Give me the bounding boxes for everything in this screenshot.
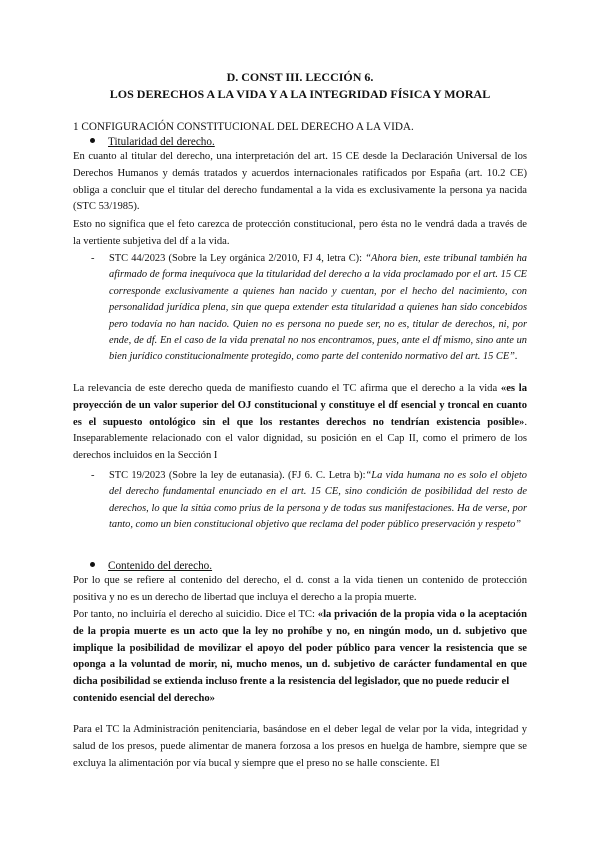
quote-text: “La vida humana no es solo el objeto del derecho fundamental enunciado en el art. 15 CE, sino condición de posibilidad del resto de derechos, lo que la sitúa como prius de la persona y de todas sus manifestaciones. Ha de verse, por tanto, como un bien constitucional objetivo que reclama del poder público preservación y respeto” [109,470,527,531]
bullet-label: Contenido del derecho. [108,560,213,572]
paragraph-feto: Esto no significa que el feto carezca de protección constitucional, pero ésta no le vendrá dada a través de la vertiente subjetiva del df a la vida. [73,219,527,247]
section-heading: 1 CONFIGURACIÓN CONSTITUCIONAL DEL DERECHO A LA VIDA. [73,121,414,133]
list-dash: - [91,470,95,481]
bullet-label: Titularidad del derecho. [108,136,215,148]
bullet-icon [90,138,95,143]
bullet-icon [90,562,95,567]
paragraph-relevancia [73,381,527,465]
quote-stc-44-2023 [91,251,527,366]
document-title-line-2: LOS DERECHOS A LA VIDA Y A LA INTEGRIDAD FÍSICA Y MORAL [109,87,491,101]
quote-body [109,251,527,366]
paragraph-bold-text-end: contenido esencial del derecho» [73,692,215,704]
bullet-contenido [90,559,212,573]
quote-reference: STC 44/2023 (Sobre la Ley orgánica 2/2010, FJ 4, letra C): [109,253,366,264]
paragraph-contenido: Por lo que se refiere al contenido del derecho, el d. const a la vida tienen un contenido de protección positiva y no es un derecho de libertad que incluya el derecho a la propia muerte. [73,575,527,603]
quote-reference: STC 19/2023 (Sobre la ley de eutanasia). (FJ 6. C. Letra b): [109,470,366,481]
paragraph-text-end: . Inseparablemente relacionado con el valor dignidad, su posición en el Cap II, como el primero de los derechos incluidos en la Sección I [73,416,527,462]
list-dash: - [91,253,95,264]
paragraph-text: Por tanto, no incluiría el derecho al suicidio. Dice el TC: [73,609,318,620]
bullet-titularidad [90,135,215,149]
paragraph-bold-text: «la privación de la propia vida o la aceptación de la propia muerte es un acto que la ley no prohíbe y no, en ningún modo, un d. subjetivo que implique la posibilidad de movilizar el apoyo del poder público para vencer la resistencia que se oponga a la voluntad de morir, ni, mucho menos, un d. subjetivo de carácter fundamental en que dicha posibilidad se extienda incluso frente a la resistencia del legislador, que no puede reducir el [73,609,527,688]
paragraph-text: La relevancia de este derecho queda de manifiesto cuando el TC afirma que el derecho a la vida [73,383,501,394]
quote-body [109,468,527,534]
paragraph-administracion: Para el TC la Administración penitenciaria, basándose en el deber legal de velar por la vida, integridad y salud de los presos, puede alimentar de manera forzosa a los presos en huelga de hambre, siempre que se excluya la alimentación por vía bucal y siempre que el preso no se halle consciente. El [73,724,527,769]
quote-stc-19-2023 [91,468,527,534]
quote-text: “Ahora bien, este tribunal también ha afirmado de forma inequívoca que la titularidad del derecho a la vida proclamado por el art. 15 CE corresponde exclusivamente a quienes han nacido y cuentan, por el hecho del nacimiento, con personalidad jurídica plena, sin que quepa extender esta titularidad a quienes han sido concebidos pero todavía no han nacido. Quien no es persona no puede ser, no es, titular de derechos, ni, por ende, de df. En el caso de la vida prenatal no nos encontramos, pues, ante el df mismo, sino ante un bien jurídico constitucionalmente protegido, como parte del contenido normativo del art. 15 CE”. [109,253,527,363]
paragraph-bold-text: «es la proyección de un valor superior del OJ constitucional y constituye el df esencial y troncal en cuanto es el supuesto ontológico sin el que los restantes derechos no tendrían existencia posible» [73,383,527,428]
document-title-line-1: D. CONST III. LECCIÓN 6. [226,70,374,84]
paragraph-titular: En cuanto al titular del derecho, una interpretación del art. 15 CE desde la Declaración Universal de los Derechos Humanos y demás tratados y acuerdos internacionales ratificados por España (art. 10.2 CE) obliga a concluir que el titular del derecho fundamental a la vida es exclusivamente la persona ya nacida (STC 53/1985). [73,151,527,213]
paragraph-suicidio [73,607,527,708]
